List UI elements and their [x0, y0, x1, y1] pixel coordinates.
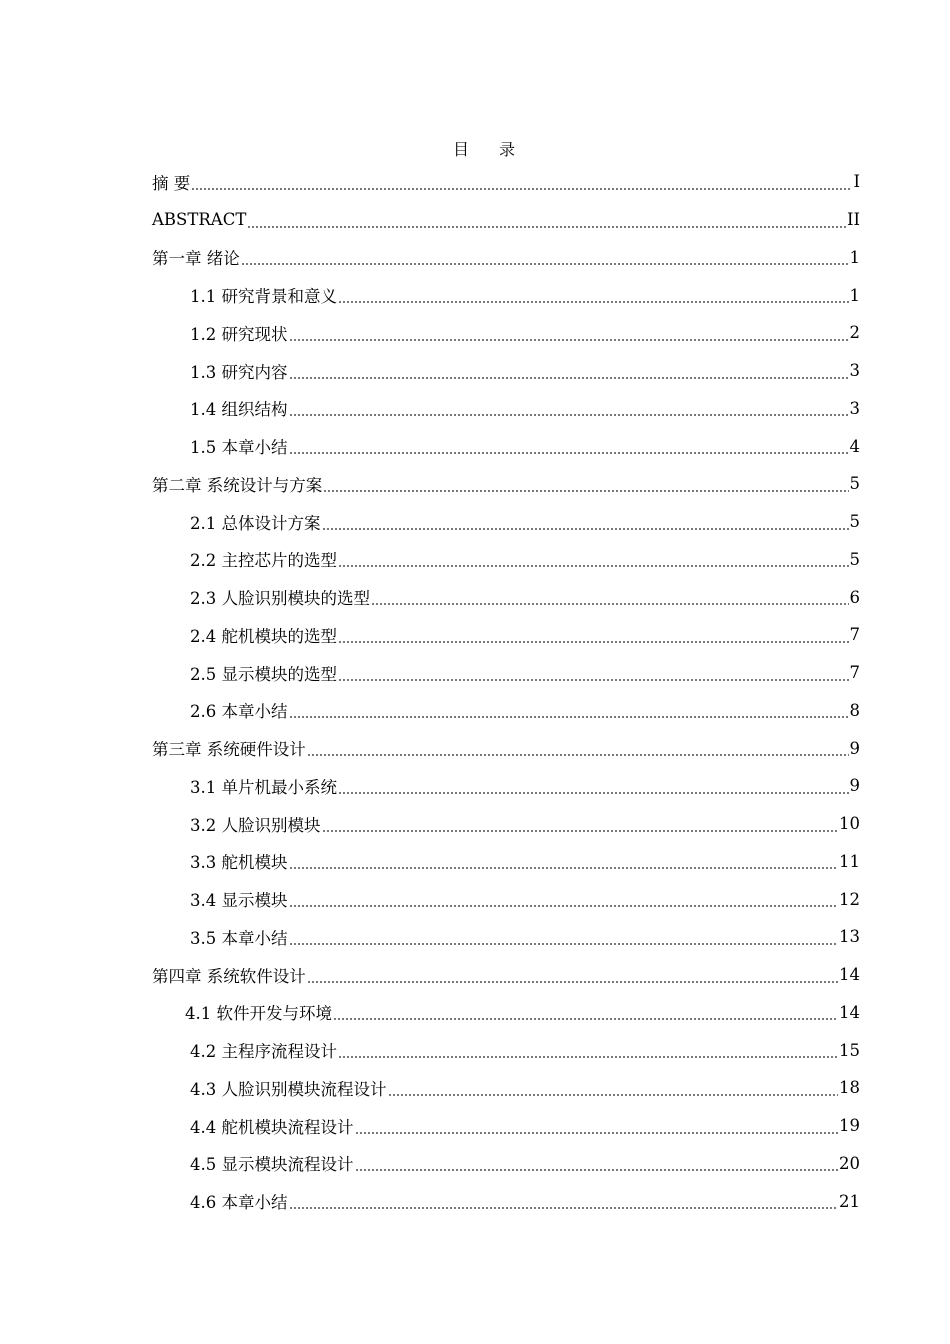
- toc-entry[interactable]: [152, 1145, 860, 1183]
- toc-entry-page-number: 5: [849, 512, 860, 532]
- toc-entry-page-number: 7: [849, 663, 860, 683]
- toc-dot-leader: [289, 943, 839, 945]
- toc-entry-label: 3.3 舵机模块: [190, 853, 288, 873]
- toc-dot-leader: [322, 830, 839, 832]
- toc-entry[interactable]: [152, 1107, 860, 1145]
- toc-entry-label: 3.1 单片机最小系统: [190, 777, 337, 797]
- toc-entry[interactable]: [152, 616, 860, 654]
- toc-entry[interactable]: [152, 956, 860, 994]
- toc-entry-page-number: 21: [839, 1191, 860, 1211]
- toc-entry[interactable]: [152, 314, 860, 352]
- toc-dot-leader: [333, 1018, 838, 1020]
- toc-dot-leader: [289, 905, 839, 907]
- toc-entry-page-number: 13: [839, 927, 860, 947]
- toc-entry-label: 2.3 人脸识别模块的选型: [190, 589, 370, 609]
- toc-entry-label: 4.1 软件开发与环境: [185, 1004, 332, 1024]
- toc-entry[interactable]: [152, 541, 860, 579]
- toc-entry[interactable]: [152, 239, 860, 277]
- toc-entry-label: 3.2 人脸识别模块: [190, 815, 321, 835]
- toc-dot-leader: [307, 981, 838, 983]
- toc-entry-label: 3.4 显示模块: [190, 891, 288, 911]
- toc-entry-label: 第二章 系统设计与方案: [152, 475, 323, 495]
- toc-entry[interactable]: [152, 390, 860, 428]
- toc-entry-label: 3.5 本章小结: [190, 928, 288, 948]
- toc-entry[interactable]: [152, 201, 860, 239]
- toc-entry-page-number: 7: [849, 625, 860, 645]
- toc-dot-leader: [388, 1094, 839, 1096]
- toc-dot-leader: [371, 603, 849, 605]
- toc-entry-label: 2.4 舵机模块的选型: [190, 626, 337, 646]
- toc-entry-label: 2.2 主控芯片的选型: [190, 551, 337, 571]
- toc-entry-page-number: 1: [849, 247, 860, 267]
- toc-entry-label: 第三章 系统硬件设计: [152, 740, 306, 760]
- toc-entry-page-number: 10: [839, 814, 860, 834]
- toc-entry-label: 2.1 总体设计方案: [190, 513, 321, 533]
- toc-entry[interactable]: [152, 654, 860, 692]
- toc-entry[interactable]: [152, 1069, 860, 1107]
- toc-entry-label: 1.2 研究现状: [190, 324, 288, 344]
- toc-dot-leader: [355, 1132, 839, 1134]
- toc-dot-leader: [241, 263, 849, 265]
- toc-entry[interactable]: [152, 352, 860, 390]
- toc-entry[interactable]: [152, 994, 860, 1032]
- toc-entry-page-number: 15: [839, 1040, 860, 1060]
- toc-entry-label: 4.5 显示模块流程设计: [190, 1155, 354, 1175]
- toc-entry[interactable]: [152, 880, 860, 918]
- toc-dot-leader: [338, 679, 849, 681]
- toc-entry[interactable]: [152, 843, 860, 881]
- toc-entry-label: 1.4 组织结构: [190, 400, 288, 420]
- toc-dot-leader: [289, 716, 849, 718]
- toc-entry-page-number: 6: [849, 587, 860, 607]
- toc-entry-page-number: 9: [849, 776, 860, 796]
- toc-title-left: 目: [452, 140, 469, 159]
- toc-entry-page-number: 14: [839, 1002, 860, 1022]
- toc-entry-page-number: 19: [839, 1116, 860, 1136]
- toc-entry-page-number: 3: [849, 398, 860, 418]
- toc-entry[interactable]: [152, 692, 860, 730]
- toc-dot-leader: [289, 377, 849, 379]
- toc-entry[interactable]: [152, 503, 860, 541]
- toc-dot-leader: [289, 414, 849, 416]
- toc-entry-label: 第四章 系统软件设计: [152, 966, 306, 986]
- toc-entry-page-number: I: [853, 172, 860, 192]
- toc-entry[interactable]: [152, 805, 860, 843]
- toc-entry-label: 1.3 研究内容: [190, 362, 288, 382]
- toc-entry-page-number: II: [846, 210, 860, 230]
- toc-entry-label: 4.6 本章小结: [190, 1193, 288, 1213]
- toc-dot-leader: [289, 1207, 839, 1209]
- toc-entry[interactable]: [152, 767, 860, 805]
- toc-entry[interactable]: [152, 427, 860, 465]
- toc-entry-page-number: 2: [849, 323, 860, 343]
- toc-dot-leader: [323, 490, 848, 492]
- toc-entry-label: 第一章 绪论: [152, 249, 240, 269]
- toc-entry[interactable]: [152, 729, 860, 767]
- toc-dot-leader: [338, 641, 849, 643]
- toc-entry-page-number: 20: [839, 1153, 860, 1173]
- toc-entry[interactable]: [152, 1182, 860, 1220]
- toc-dot-leader: [247, 226, 846, 228]
- toc-entry-page-number: 12: [839, 889, 860, 909]
- toc-dot-leader: [338, 301, 849, 303]
- toc-entry-label: 4.4 舵机模块流程设计: [190, 1117, 354, 1137]
- table-of-contents: [152, 163, 860, 1220]
- toc-dot-leader: [322, 528, 849, 530]
- toc-entry-label: 摘 要: [152, 173, 191, 193]
- toc-entry-label: 4.2 主程序流程设计: [190, 1042, 337, 1062]
- toc-entry-page-number: 14: [839, 965, 860, 985]
- toc-entry-page-number: 18: [839, 1078, 860, 1098]
- toc-dot-leader: [307, 754, 849, 756]
- toc-entry[interactable]: [152, 918, 860, 956]
- toc-entry[interactable]: [152, 1031, 860, 1069]
- toc-entry[interactable]: [152, 465, 860, 503]
- toc-entry-page-number: 5: [849, 549, 860, 569]
- toc-entry-page-number: 4: [849, 436, 860, 456]
- toc-entry[interactable]: [152, 578, 860, 616]
- toc-entry-page-number: 9: [849, 738, 860, 758]
- toc-dot-leader: [355, 1169, 839, 1171]
- toc-dot-leader: [191, 188, 852, 190]
- toc-entry[interactable]: [152, 163, 860, 201]
- toc-dot-leader: [289, 452, 849, 454]
- toc-entry[interactable]: [152, 276, 860, 314]
- toc-dot-leader: [338, 565, 849, 567]
- toc-entry-page-number: 3: [849, 361, 860, 381]
- toc-entry-label: 4.3 人脸识别模块流程设计: [190, 1079, 387, 1099]
- toc-entry-page-number: 1: [849, 285, 860, 305]
- toc-entry-page-number: 8: [849, 700, 860, 720]
- toc-entry-label: 2.6 本章小结: [190, 702, 288, 722]
- toc-entry-label: 1.1 研究背景和意义: [190, 287, 337, 307]
- toc-entry-label: ABSTRACT: [152, 210, 247, 230]
- toc-entry-label: 2.5 显示模块的选型: [190, 664, 337, 684]
- toc-dot-leader: [289, 339, 849, 341]
- toc-entry-page-number: 11: [839, 851, 860, 871]
- toc-entry-label: 1.5 本章小结: [190, 438, 288, 458]
- toc-title: [0, 139, 950, 161]
- toc-dot-leader: [289, 867, 839, 869]
- toc-dot-leader: [338, 1056, 838, 1058]
- toc-entry-page-number: 5: [849, 474, 860, 494]
- toc-dot-leader: [338, 792, 849, 794]
- toc-title-right: 录: [499, 140, 516, 159]
